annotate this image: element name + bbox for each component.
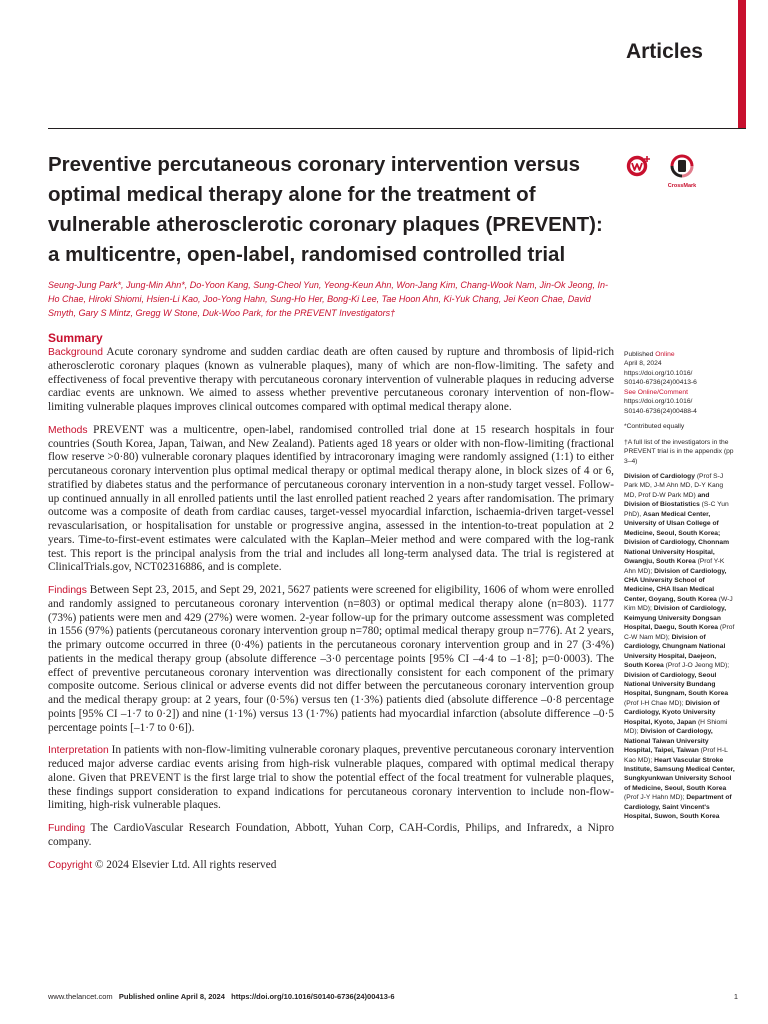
affiliation-name: and Division of Biostatistics: [624, 491, 710, 509]
affiliation-detail: (Prof Y-K Ahn MD);: [624, 558, 725, 575]
comment-doi-line-1[interactable]: https://doi.org/10.1016/: [624, 398, 693, 406]
published-online-link[interactable]: Online: [655, 351, 675, 358]
published-prefix: Published: [624, 351, 656, 358]
footer-site[interactable]: www.thelancet.com: [48, 992, 113, 1001]
author-list: Seung-Jung Park*, Jung-Min Ahn*, Do-Yoon Kang, Sung-Cheol Yun, Yeong-Keun Ahn, Won-Jang Kim, Chang-Wook Nam, Jin-Ok Jeong, In-Ho Chae, Hiroki Shiomi, Hsien-Li Kao, Joo-Yong Hahn, Sung-Ho Her, Bong-Ki Lee, Tae Hoon Ahn, Ki-Yuk Chang, Jei Keon Chae, David Smyth, Gary S Mintz, Gregg W Stone, Duk-Woo Park, for the PREVENT Investigators†: [48, 280, 608, 318]
page-number: 1: [733, 992, 738, 1001]
affiliations: [624, 472, 736, 822]
affiliation-detail: (S-C Yun PhD),: [624, 501, 729, 518]
affiliation-name: Division of Cardiology, Chungnam National University Hospital, Daejeon, South Korea: [624, 633, 726, 670]
footer-published: Published online April 8, 2024: [118, 992, 225, 1001]
background-text: Acute coronary syndrome and sudden cardiac death are often caused by rupture and thrombosis of lipid-rich atherosclerotic coronary plaques (known as vulnerable plaques), many of which are non-flow-limiting. The safety and effectiveness of focal preventive therapy with percutaneous coronary intervention of vulnerable plaques in reducing adverse cardiac events are unknown. We aimed to assess whether preventive percutaneous coronary intervention of non-flow-limiting vulnerable plaques improves clinical outcomes compared with optimal medical therapy alone.: [48, 346, 614, 413]
summary-section: [48, 331, 614, 872]
affiliation-detail: (H Shiomi MD);: [624, 718, 728, 736]
crossmark-label: CrossMark: [667, 183, 697, 189]
affiliation-detail: (Prof J-Y Hahn MD);: [624, 794, 687, 802]
affiliation-detail: (Prof J-O Jeong MD);: [663, 662, 730, 670]
affiliation-name: Department of Cardiology, Saint Vincent's Hospital, Suwon, South Korea: [624, 794, 732, 821]
methods-text: PREVENT was a multicentre, open-label, randomised controlled trial done at 15 research hospitals in four countries (South Korea, Japan, Taiwan, and New Zealand). Patients aged 18 years or older with non-flow-limiting (fractional flow reserve >0·80) vulnerable coronary plaques identified by intracoronary imaging were randomly assigned (1:1) to either percutaneous coronary intervention plus optimal medical therapy or optimal medical therapy alone, in block sizes of 4 or 6, stratified by diabetes status and the performance of percutaneous coronary intervention in a non-study target vessel. Follow-up continued annually in all enrolled patients until the last enrolled patient reached 2 years after randomisation. The primary outcome was a composite of death from cardiac causes, target-vessel myocardial infarction, ischaemia-driven target-vessel revascularisation, or hospitalisation for unstable or progressive angina, assessed in the intention-to-treat population at 2 years. Time-to-first-event estimates were calculated with the Kaplan–Meier method and were compared with the log-rank test. This report is the principal analysis from the trial and includes all long-term analysed data. The trial is registered at ClinicalTrials.gov, NCT02316886, and is complete.: [48, 423, 614, 574]
findings-label: Findings: [48, 585, 87, 596]
affiliation-detail: (W-J Kim MD);: [624, 595, 733, 613]
copyright-text: © 2024 Elsevier Ltd. All rights reserved: [92, 858, 277, 871]
crossmark-icon[interactable]: [672, 156, 692, 176]
doi-line-2[interactable]: S0140-6736(24)00413-6: [624, 379, 697, 387]
affiliation-name: Division of Cardiology, Keimyung University Dongsan Hospital, Daegu, South Korea: [624, 605, 727, 632]
section-label: Articles: [625, 40, 703, 63]
affiliation-detail: (Prof S-J Park MD, J-M Ahn MD, D-Y Kang MD, Prof D-W Park MD): [624, 472, 724, 499]
header-rule: [48, 128, 746, 129]
summary-heading: Summary: [48, 331, 103, 345]
summary-copyright: [48, 859, 614, 873]
affiliation-name: Asan Medical Center, University of Ulsan College of Medicine, Seoul, South Korea; Division of Cardiology, Chonnam National University Hospital, Gwangju, South Korea: [624, 510, 730, 566]
summary-background: [48, 346, 614, 415]
affiliation-detail: (Prof H-L Kao MD);: [624, 747, 728, 764]
affiliation-name: Division of Cardiology, Kyoto University Hospital, Kyoto, Japan: [624, 699, 720, 726]
footer-doi[interactable]: https://doi.org/10.1016/S0140-6736(24)00413-6: [231, 992, 395, 1001]
copyright-label: Copyright: [48, 859, 93, 871]
sidebar: [624, 350, 736, 822]
summary-findings: [48, 584, 614, 735]
doi-line-1[interactable]: https://doi.org/10.1016/: [624, 369, 693, 377]
affiliation-name: Division of Cardiology, Seoul National University Bundang Hospital, Sungnam, South Korea: [624, 671, 729, 698]
summary-methods: [48, 424, 614, 575]
interpretation-label: Interpretation: [48, 745, 109, 757]
affiliation-name: Division of Cardiology: [624, 472, 695, 480]
section-color-bar: [738, 0, 746, 128]
open-access-icon[interactable]: [629, 156, 651, 175]
funding-text: The CardioVascular Research Foundation, Abbott, Yuhan Corp, CAH-Cordis, Philips, and Infraredx, a Nipro company.: [48, 822, 614, 848]
findings-text: Between Sept 23, 2015, and Sept 29, 2021, 5627 patients were screened for eligibility, 1606 of whom were enrolled and randomly assigned to percutaneous coronary intervention (n=803) or optimal medical therapy alone (n=803). 1177 (73%) patients were men and 429 (27%) were women. 2-year follow-up for the primary outcome assessment was completed in 1556 (97%) patients (percutaneous coronary intervention group n=780; optimal medical therapy group n=776). At 2 years, the primary outcome occurred in three (0·4%) patients in the percutaneous coronary intervention group and in 27 (3·4%) patients in the medical therapy group (absolute difference –3·0 percentage points [95% CI –4·4 to –1·8]; p=0·0003). The effect of preventive percutaneous coronary intervention was directionally consistent for each component of the primary composite outcome. Serious clinical or adverse events did not differ between the percutaneous coronary intervention group and the medical therapy group: at 2 years, four (0·5%) versus ten (1·3%) patients died (absolute difference –0·8 percentage points [95% CI –1·7 to 0·2]) and nine (1·1%) versus 13 (1·7%) patients had myocardial infarction (absolute difference –0·5 percentage points [–1·7 to 0·6]).: [48, 584, 614, 734]
affiliation-detail: (Prof I-H Chae MD);: [624, 699, 686, 707]
article-marks: [626, 153, 701, 193]
article-title: Preventive percutaneous coronary intervention versus optimal medical therapy alone for the treatment of vulnerable atherosclerotic coronary plaques (PREVENT): a multicentre, open-label, randomised controlled trial: [48, 153, 603, 266]
affiliation-name: Division of Cardiology, CHA University School of Medicine, CHA Ilsan Medical Center, Goyang, South Korea: [624, 567, 727, 603]
published-line: [624, 350, 736, 359]
background-label: Background: [48, 347, 103, 358]
note-investigators: †A full list of the investigators in the PREVENT trial is in the appendix (pp 3–4): [624, 438, 734, 465]
summary-interpretation: [48, 744, 614, 813]
funding-label: Funding: [48, 823, 86, 834]
summary-funding: [48, 822, 614, 850]
published-date: April 8, 2024: [624, 360, 662, 368]
affiliation-detail: (Prof C-W Nam MD);: [624, 624, 735, 641]
comment-link[interactable]: See Online/Comment: [624, 388, 688, 396]
affiliation-name: Division of Cardiology, National Taiwan University Hospital, Taipei, Taiwan: [624, 728, 713, 755]
page-footer: [48, 992, 738, 1001]
note-equal-contribution: *Contributed equally: [624, 423, 685, 431]
affiliation-name: Heart Vascular Stroke Institute, Samsung Medical Center, Sungkyunkwan University School of Medicine, Seoul, South Korea: [624, 756, 735, 792]
comment-doi-line-2[interactable]: S0140-6736(24)00488-4: [624, 407, 697, 415]
methods-label: Methods: [48, 424, 88, 436]
interpretation-text: In patients with non-flow-limiting vulnerable coronary plaques, preventive percutaneous coronary intervention reduced major adverse cardiac events arising from high-risk vulnerable plaques, compared with optimal medical therapy alone. Given that PREVENT is the first large trial to show the potential effect of the focal treatment for vulnerable plaques, these findings support consideration to expand indications for percutaneous coronary intervention to include non-flow-limiting, high-risk vulnerable plaques.: [48, 744, 614, 812]
